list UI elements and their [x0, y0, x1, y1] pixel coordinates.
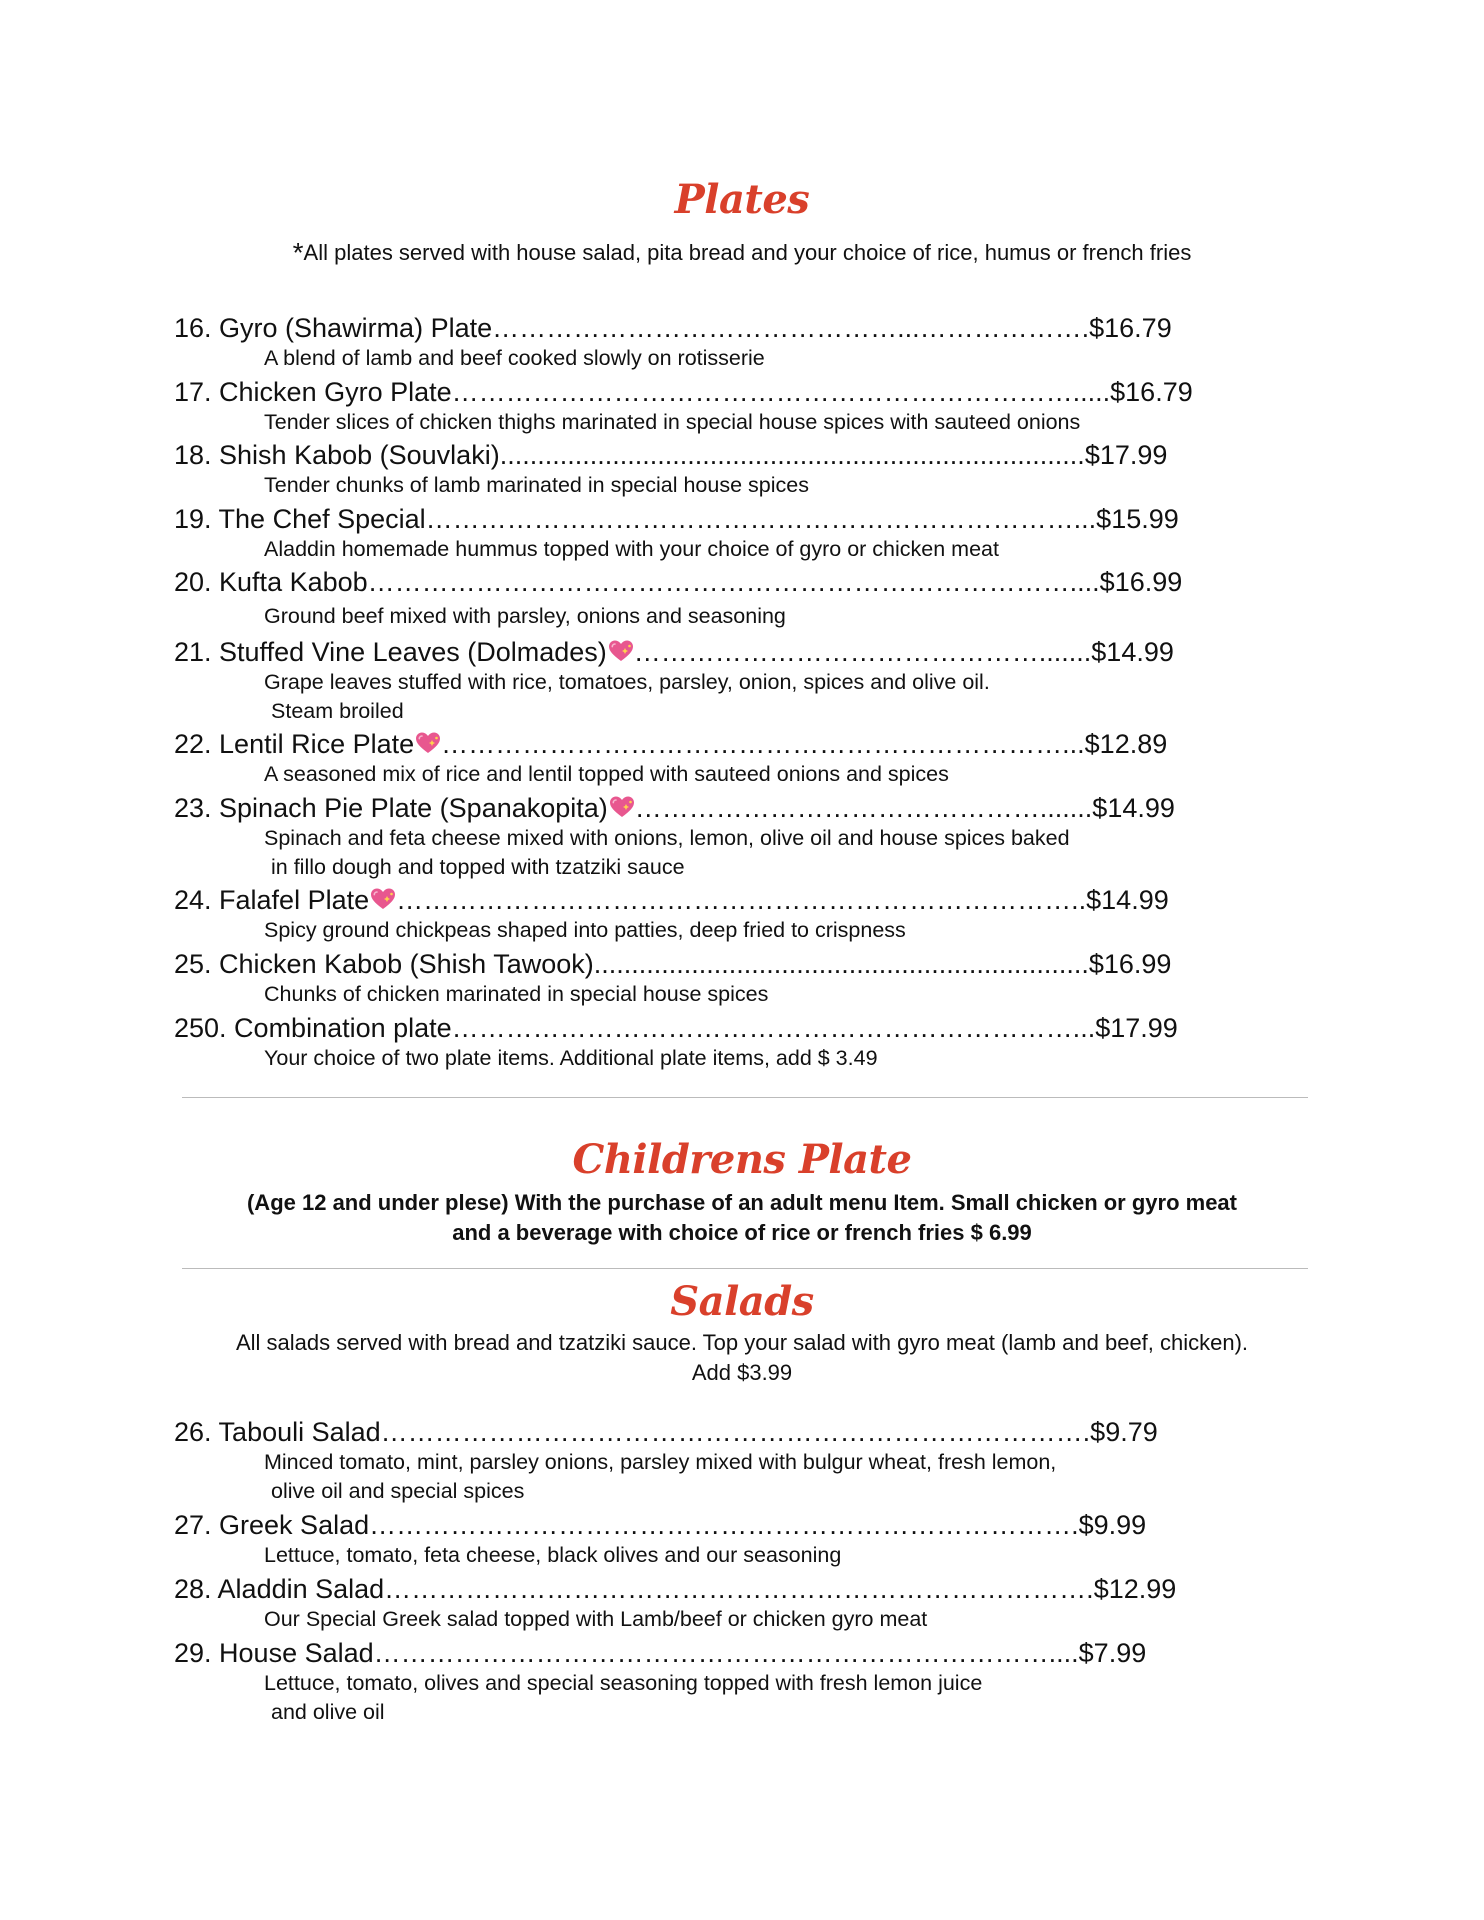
item-dots: ………………………………………....... [634, 793, 1093, 823]
asterisk: * [292, 237, 304, 268]
item-price: $14.99 [1092, 793, 1175, 823]
item-description: Tender chunks of lamb marinated in special house spices [264, 473, 809, 497]
item-price: $15.99 [1096, 504, 1179, 534]
item-price: $16.99 [1099, 567, 1183, 597]
item-description [174, 824, 1294, 882]
menu-item-24 [174, 884, 1294, 945]
menu-item-17 [174, 376, 1294, 437]
childrens-line-2: and a beverage with choice of rice or french fries $ 6.99 [452, 1220, 1032, 1245]
item-description: Spicy ground chickpeas shaped into patties, deep fried to crispness [264, 918, 906, 942]
sparkling-heart-icon [370, 887, 396, 911]
item-name: 23. Spinach Pie Plate (Spanakopita) [174, 793, 608, 823]
item-description: Chunks of chicken marinated in special house spices [264, 982, 769, 1006]
sparkling-heart-icon [415, 731, 441, 755]
childrens-title: Childrens Plate [572, 1136, 912, 1183]
childrens-note [0, 1188, 1484, 1248]
desc-line-1: Spinach and feta cheese mixed with onions, lemon, olive oil and house spices baked [264, 826, 1070, 850]
item-dots: ………………………………………………………………….. [396, 885, 1087, 915]
item-price: $9.99 [1078, 1510, 1147, 1540]
menu-item-18 [174, 439, 1294, 500]
item-dots: ………………………………………....... [633, 637, 1092, 667]
item-price: $17.99 [1084, 440, 1168, 470]
desc-line-1: Grape leaves stuffed with rice, tomatoes, parsley, onion, spices and olive oil. [264, 670, 990, 694]
item-name: 25. Chicken Kabob (Shish Tawook).................................................................. [174, 949, 1089, 979]
item-price: $12.89 [1084, 729, 1168, 759]
sparkling-heart-icon [609, 795, 635, 819]
divider [182, 1268, 1308, 1269]
item-description: Lettuce, tomato, feta cheese, black olives and our seasoning [264, 1543, 842, 1567]
item-description: Ground beef mixed with parsley, onions and seasoning [264, 604, 786, 628]
item-name: 22. Lentil Rice Plate [174, 729, 415, 759]
item-price: $7.99 [1078, 1638, 1147, 1668]
item-dots: ……………………………………………………………... [441, 729, 1085, 759]
salads-line-1: All salads served with bread and tzatziki sauce. Top your salad with gyro meat (lamb and beef, chicken). [235, 1330, 1249, 1355]
menu-item-21 [174, 636, 1294, 726]
desc-line-1: Minced tomato, mint, parsley onions, parsley mixed with bulgur wheat, fresh lemon, [264, 1450, 1057, 1474]
item-name: 19. The Chef Special………………………………………………………………... [174, 504, 1097, 534]
item-price: $9.79 [1090, 1417, 1158, 1447]
item-description: Tender slices of chicken thighs marinated in special house spices with sauteed onions [264, 410, 1081, 434]
item-description: A seasoned mix of rice and lentil topped with sauteed onions and spices [264, 762, 949, 786]
item-price: $14.99 [1091, 637, 1174, 667]
menu-item-250 [174, 1012, 1294, 1073]
item-name: 17. Chicken Gyro Plate……………………………………………………………..... [174, 377, 1111, 407]
item-description [174, 668, 1294, 726]
item-name: 28. Aladdin Salad……………………………………………………………………. [174, 1574, 1094, 1604]
menu-item-26 [174, 1416, 1294, 1506]
divider [182, 1097, 1308, 1098]
item-description: Your choice of two plate items. Additional plate items, add $ 3.49 [264, 1046, 878, 1070]
item-price: $12.99 [1093, 1574, 1177, 1604]
item-name: 20. Kufta Kabob…………………………………………………………………….... [174, 567, 1100, 597]
item-description: Aladdin homemade hummus topped with your choice of gyro or chicken meat [264, 537, 999, 561]
item-name: 29. House Salad………………………………………………………………….... [174, 1638, 1079, 1668]
item-price: $16.79 [1110, 377, 1193, 407]
item-price: $16.99 [1088, 949, 1172, 979]
menu-item-19 [174, 503, 1294, 564]
menu-item-22 [174, 728, 1294, 789]
menu-item-16 [174, 312, 1294, 373]
plates-note [0, 238, 1484, 268]
item-name: 250. Combination plate……………………………………………………………... [174, 1013, 1096, 1043]
desc-line-2: olive oil and special spices [271, 1479, 525, 1503]
item-price: $14.99 [1086, 885, 1169, 915]
menu-item-20 [174, 566, 1294, 631]
desc-line-2: Steam broiled [271, 699, 404, 723]
menu-item-27 [174, 1509, 1294, 1570]
item-description [174, 1448, 1294, 1506]
item-name: 26. Tabouli Salad……………………………………………………………………. [174, 1417, 1091, 1447]
item-price: $17.99 [1095, 1013, 1178, 1043]
item-name: 21. Stuffed Vine Leaves (Dolmades) [174, 637, 607, 667]
sparkling-heart-icon [608, 639, 634, 663]
item-description: Our Special Greek salad topped with Lamb/beef or chicken gyro meat [264, 1607, 928, 1631]
menu-item-28 [174, 1573, 1294, 1634]
menu-item-25 [174, 948, 1294, 1009]
item-description [174, 1669, 1294, 1727]
item-description: A blend of lamb and beef cooked slowly on rotisserie [264, 346, 765, 370]
desc-line-1: Lettuce, tomato, olives and special seasoning topped with fresh lemon juice [264, 1671, 983, 1695]
plates-note-text: All plates served with house salad, pita bread and your choice of rice, humus or french fries [303, 240, 1192, 265]
item-name: 24. Falafel Plate [174, 885, 370, 915]
desc-line-2: and olive oil [271, 1700, 385, 1724]
salads-line-2: Add $3.99 [691, 1360, 793, 1385]
item-name: 18. Shish Kabob (Souvlaki).............................................................................. [174, 440, 1085, 470]
item-name: 16. Gyro (Shawirma) Plate………………………………………...………………. [174, 313, 1090, 343]
salads-title: Salads [670, 1278, 814, 1325]
childrens-line-1: (Age 12 and under plese) With the purchase of an adult menu Item. Small chicken or gyro meat [246, 1190, 1237, 1215]
plates-title: Plates [674, 176, 810, 223]
salads-note [0, 1328, 1484, 1388]
menu-item-29 [174, 1637, 1294, 1727]
desc-line-2: in fillo dough and topped with tzatziki sauce [271, 855, 685, 879]
item-price: $16.79 [1089, 313, 1172, 343]
menu-item-23 [174, 792, 1294, 882]
item-name: 27. Greek Salad……………………………………………………………………. [174, 1510, 1079, 1540]
